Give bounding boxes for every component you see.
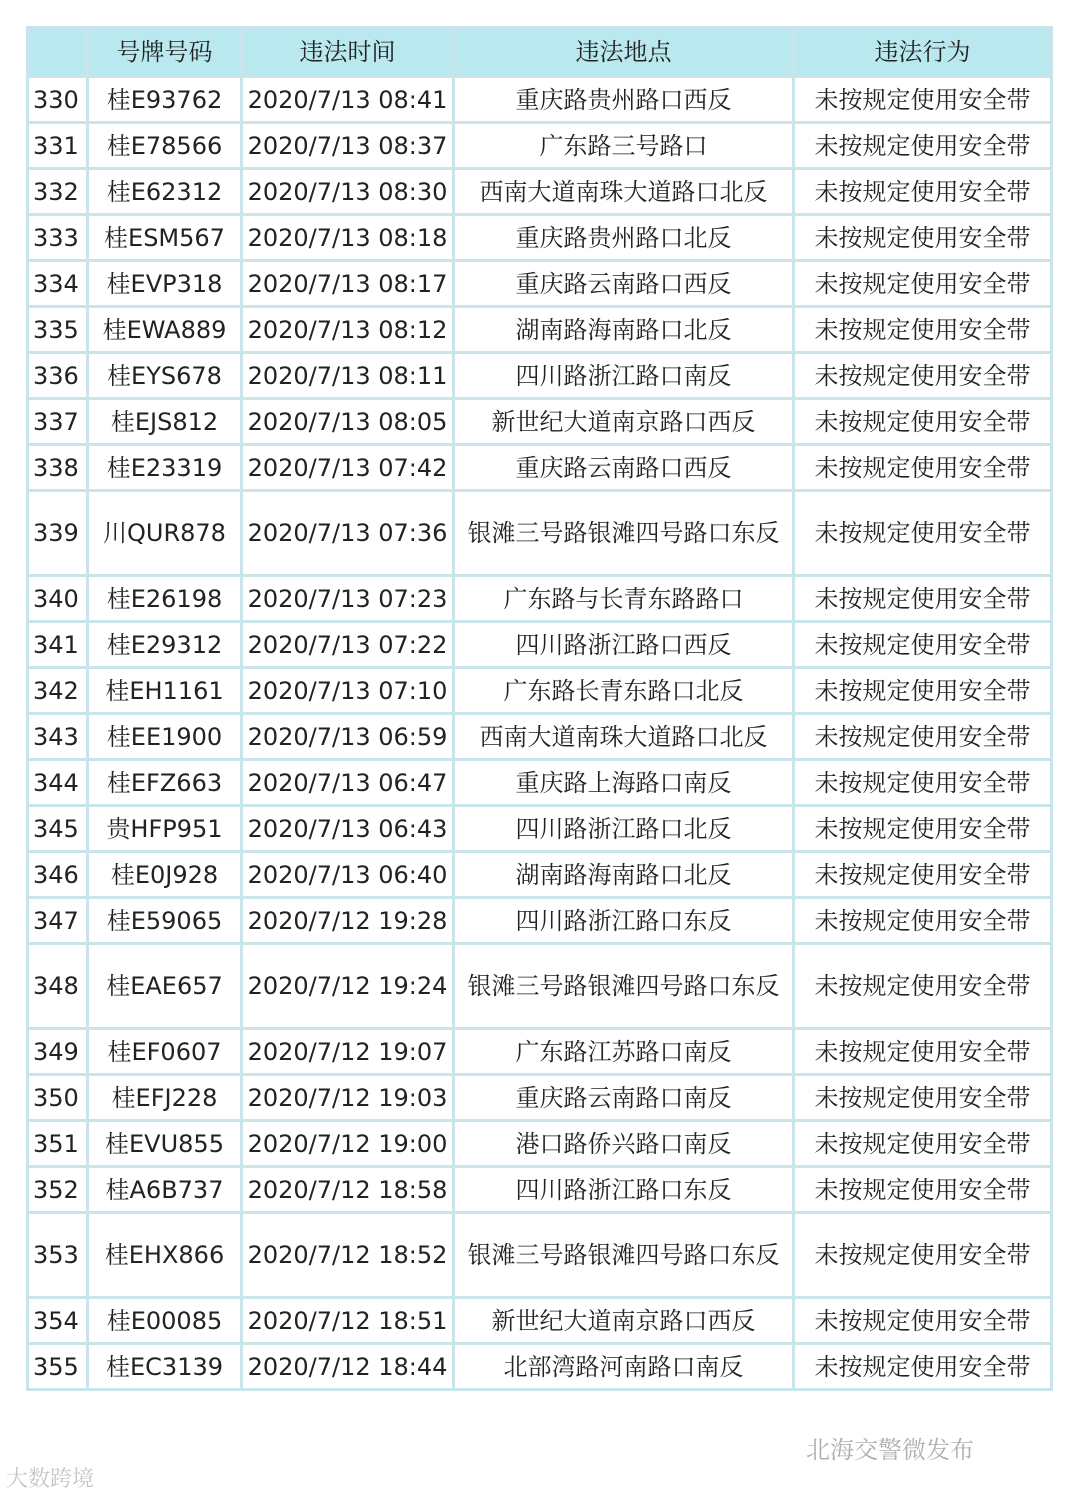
table-row (28, 353, 1052, 399)
table-row (28, 445, 1052, 491)
table-row (28, 576, 1052, 622)
cell-index: 341 (28, 622, 88, 668)
table-row (28, 760, 1052, 806)
cell-violation-behavior: 未按规定使用安全带 (794, 307, 1052, 353)
table-row (28, 852, 1052, 898)
cell-violation-location: 四川路浙江路口北反 (454, 806, 794, 852)
table-row (28, 944, 1052, 1029)
cell-index: 339 (28, 491, 88, 576)
cell-violation-location: 湖南路海南路口北反 (454, 307, 794, 353)
cell-violation-location: 四川路浙江路口东反 (454, 1167, 794, 1213)
cell-plate-number: 贵HFP951 (88, 806, 242, 852)
cell-violation-behavior: 未按规定使用安全带 (794, 261, 1052, 307)
cell-plate-number: 桂EFZ663 (88, 760, 242, 806)
cell-plate-number: 桂EAE657 (88, 944, 242, 1029)
table-row (28, 714, 1052, 760)
cell-violation-behavior: 未按规定使用安全带 (794, 714, 1052, 760)
cell-plate-number: 桂EFJ228 (88, 1075, 242, 1121)
violations-table (26, 26, 1053, 1391)
table-row (28, 215, 1052, 261)
cell-index: 335 (28, 307, 88, 353)
cell-violation-time: 2020/7/13 08:37 (242, 123, 454, 169)
table-header (28, 28, 1052, 77)
header-plate-number: 号牌号码 (88, 28, 242, 77)
cell-index: 345 (28, 806, 88, 852)
cell-violation-location: 广东路长青东路口北反 (454, 668, 794, 714)
cell-violation-location: 四川路浙江路口西反 (454, 622, 794, 668)
cell-violation-location: 重庆路贵州路口北反 (454, 215, 794, 261)
cell-violation-location: 银滩三号路银滩四号路口东反 (454, 944, 794, 1029)
cell-plate-number: 桂A6B737 (88, 1167, 242, 1213)
cell-index: 334 (28, 261, 88, 307)
cell-violation-time: 2020/7/12 19:03 (242, 1075, 454, 1121)
cell-violation-time: 2020/7/13 08:17 (242, 261, 454, 307)
table-row (28, 261, 1052, 307)
cell-violation-location: 西南大道南珠大道路口北反 (454, 714, 794, 760)
table-row (28, 169, 1052, 215)
cell-violation-behavior: 未按规定使用安全带 (794, 77, 1052, 123)
cell-violation-behavior: 未按规定使用安全带 (794, 445, 1052, 491)
watermark-left: 大数跨境 (6, 1467, 95, 1492)
cell-violation-time: 2020/7/12 19:07 (242, 1029, 454, 1075)
cell-plate-number: 桂E00085 (88, 1298, 242, 1344)
cell-index: 350 (28, 1075, 88, 1121)
cell-violation-time: 2020/7/13 08:30 (242, 169, 454, 215)
header-violation-behavior: 违法行为 (794, 28, 1052, 77)
cell-violation-time: 2020/7/13 08:18 (242, 215, 454, 261)
cell-violation-time: 2020/7/12 19:00 (242, 1121, 454, 1167)
cell-plate-number: 桂ESM567 (88, 215, 242, 261)
cell-violation-behavior: 未按规定使用安全带 (794, 169, 1052, 215)
cell-plate-number: 川QUR878 (88, 491, 242, 576)
cell-violation-location: 新世纪大道南京路口西反 (454, 1298, 794, 1344)
cell-plate-number: 桂EWA889 (88, 307, 242, 353)
cell-violation-location: 四川路浙江路口南反 (454, 353, 794, 399)
cell-index: 346 (28, 852, 88, 898)
cell-violation-behavior: 未按规定使用安全带 (794, 668, 1052, 714)
cell-violation-behavior: 未按规定使用安全带 (794, 1167, 1052, 1213)
cell-violation-behavior: 未按规定使用安全带 (794, 1075, 1052, 1121)
cell-violation-time: 2020/7/13 07:22 (242, 622, 454, 668)
cell-violation-behavior: 未按规定使用安全带 (794, 123, 1052, 169)
cell-violation-behavior: 未按规定使用安全带 (794, 576, 1052, 622)
cell-index: 347 (28, 898, 88, 944)
cell-violation-location: 北部湾路河南路口南反 (454, 1344, 794, 1390)
cell-plate-number: 桂E29312 (88, 622, 242, 668)
cell-plate-number: 桂EVU855 (88, 1121, 242, 1167)
cell-violation-behavior: 未按规定使用安全带 (794, 1344, 1052, 1390)
table-row (28, 77, 1052, 123)
table-row (28, 1121, 1052, 1167)
cell-violation-location: 重庆路云南路口西反 (454, 445, 794, 491)
table-row (28, 399, 1052, 445)
cell-violation-location: 银滩三号路银滩四号路口东反 (454, 491, 794, 576)
cell-violation-behavior: 未按规定使用安全带 (794, 215, 1052, 261)
cell-plate-number: 桂E93762 (88, 77, 242, 123)
cell-violation-time: 2020/7/13 07:36 (242, 491, 454, 576)
table-row (28, 668, 1052, 714)
cell-plate-number: 桂E23319 (88, 445, 242, 491)
cell-violation-time: 2020/7/13 08:05 (242, 399, 454, 445)
cell-violation-time: 2020/7/13 08:11 (242, 353, 454, 399)
cell-violation-behavior: 未按规定使用安全带 (794, 760, 1052, 806)
cell-plate-number: 桂EC3139 (88, 1344, 242, 1390)
cell-index: 344 (28, 760, 88, 806)
cell-violation-location: 广东路江苏路口南反 (454, 1029, 794, 1075)
cell-plate-number: 桂EVP318 (88, 261, 242, 307)
cell-violation-time: 2020/7/12 19:28 (242, 898, 454, 944)
cell-plate-number: 桂EYS678 (88, 353, 242, 399)
cell-plate-number: 桂E78566 (88, 123, 242, 169)
violations-table-container (26, 26, 1050, 1391)
cell-violation-time: 2020/7/13 06:47 (242, 760, 454, 806)
cell-violation-time: 2020/7/13 07:10 (242, 668, 454, 714)
cell-violation-behavior: 未按规定使用安全带 (794, 353, 1052, 399)
cell-violation-time: 2020/7/12 18:44 (242, 1344, 454, 1390)
cell-violation-time: 2020/7/12 18:51 (242, 1298, 454, 1344)
cell-index: 337 (28, 399, 88, 445)
cell-violation-time: 2020/7/13 06:40 (242, 852, 454, 898)
cell-index: 352 (28, 1167, 88, 1213)
cell-violation-behavior: 未按规定使用安全带 (794, 491, 1052, 576)
cell-violation-location: 银滩三号路银滩四号路口东反 (454, 1213, 794, 1298)
cell-index: 336 (28, 353, 88, 399)
cell-violation-time: 2020/7/13 07:23 (242, 576, 454, 622)
cell-violation-time: 2020/7/13 06:43 (242, 806, 454, 852)
table-row (28, 898, 1052, 944)
table-row (28, 622, 1052, 668)
cell-violation-location: 重庆路上海路口南反 (454, 760, 794, 806)
cell-violation-behavior: 未按规定使用安全带 (794, 1298, 1052, 1344)
cell-plate-number: 桂EH1161 (88, 668, 242, 714)
table-body (28, 77, 1052, 1390)
cell-index: 340 (28, 576, 88, 622)
cell-index: 351 (28, 1121, 88, 1167)
cell-index: 342 (28, 668, 88, 714)
cell-index: 355 (28, 1344, 88, 1390)
cell-violation-behavior: 未按规定使用安全带 (794, 622, 1052, 668)
table-row (28, 1344, 1052, 1390)
cell-violation-time: 2020/7/12 18:52 (242, 1213, 454, 1298)
cell-violation-location: 重庆路云南路口西反 (454, 261, 794, 307)
cell-violation-time: 2020/7/12 19:24 (242, 944, 454, 1029)
cell-index: 333 (28, 215, 88, 261)
cell-violation-behavior: 未按规定使用安全带 (794, 806, 1052, 852)
cell-violation-behavior: 未按规定使用安全带 (794, 1029, 1052, 1075)
cell-index: 354 (28, 1298, 88, 1344)
cell-violation-behavior: 未按规定使用安全带 (794, 852, 1052, 898)
cell-violation-location: 西南大道南珠大道路口北反 (454, 169, 794, 215)
cell-plate-number: 桂EF0607 (88, 1029, 242, 1075)
cell-violation-time: 2020/7/13 08:12 (242, 307, 454, 353)
cell-index: 331 (28, 123, 88, 169)
cell-plate-number: 桂EHX866 (88, 1213, 242, 1298)
cell-plate-number: 桂E0J928 (88, 852, 242, 898)
cell-plate-number: 桂EE1900 (88, 714, 242, 760)
cell-index: 348 (28, 944, 88, 1029)
cell-violation-location: 新世纪大道南京路口西反 (454, 399, 794, 445)
cell-index: 353 (28, 1213, 88, 1298)
cell-violation-location: 四川路浙江路口东反 (454, 898, 794, 944)
cell-index: 338 (28, 445, 88, 491)
table-row (28, 123, 1052, 169)
table-row (28, 1298, 1052, 1344)
header-row (28, 28, 1052, 77)
cell-violation-location: 港口路侨兴路口南反 (454, 1121, 794, 1167)
cell-violation-location: 广东路三号路口 (454, 123, 794, 169)
cell-index: 343 (28, 714, 88, 760)
header-index (28, 28, 88, 77)
cell-plate-number: 桂E62312 (88, 169, 242, 215)
table-row (28, 1167, 1052, 1213)
cell-violation-location: 广东路与长青东路路口 (454, 576, 794, 622)
cell-violation-location: 重庆路云南路口南反 (454, 1075, 794, 1121)
table-row (28, 307, 1052, 353)
cell-violation-behavior: 未按规定使用安全带 (794, 1121, 1052, 1167)
cell-plate-number: 桂E59065 (88, 898, 242, 944)
header-violation-location: 违法地点 (454, 28, 794, 77)
cell-index: 332 (28, 169, 88, 215)
watermark-right: 北海交警微发布 (806, 1436, 974, 1464)
cell-index: 349 (28, 1029, 88, 1075)
cell-violation-time: 2020/7/13 07:42 (242, 445, 454, 491)
cell-violation-time: 2020/7/13 08:41 (242, 77, 454, 123)
cell-plate-number: 桂EJS812 (88, 399, 242, 445)
cell-violation-behavior: 未按规定使用安全带 (794, 1213, 1052, 1298)
cell-violation-location: 重庆路贵州路口西反 (454, 77, 794, 123)
cell-violation-time: 2020/7/12 18:58 (242, 1167, 454, 1213)
cell-index: 330 (28, 77, 88, 123)
cell-violation-time: 2020/7/13 06:59 (242, 714, 454, 760)
cell-violation-behavior: 未按规定使用安全带 (794, 399, 1052, 445)
table-row (28, 1029, 1052, 1075)
table-row (28, 1213, 1052, 1298)
cell-violation-behavior: 未按规定使用安全带 (794, 944, 1052, 1029)
cell-plate-number: 桂E26198 (88, 576, 242, 622)
table-row (28, 806, 1052, 852)
table-row (28, 491, 1052, 576)
table-row (28, 1075, 1052, 1121)
header-violation-time: 违法时间 (242, 28, 454, 77)
cell-violation-behavior: 未按规定使用安全带 (794, 898, 1052, 944)
cell-violation-location: 湖南路海南路口北反 (454, 852, 794, 898)
